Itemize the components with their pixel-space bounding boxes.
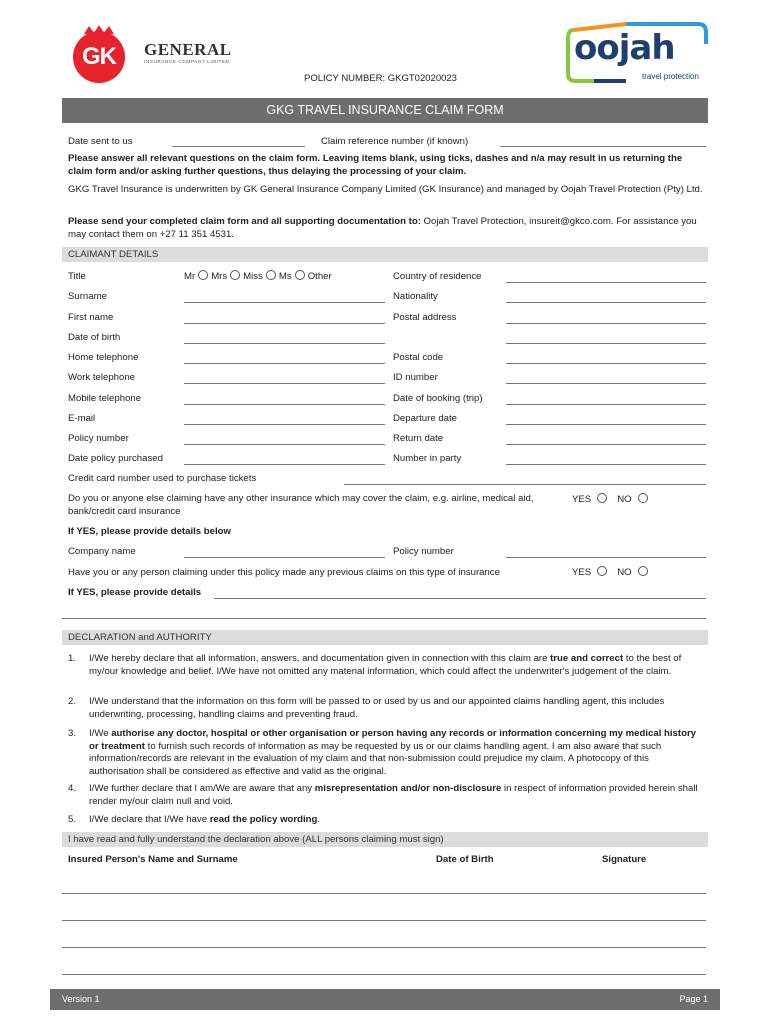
declaration-num-5: 5. <box>68 814 77 825</box>
title-option-other: Other <box>307 271 332 282</box>
other-insurance-yes-no <box>572 494 651 505</box>
dob-field[interactable] <box>184 343 385 344</box>
policy-number-label: Policy number <box>68 433 129 444</box>
email-field[interactable] <box>184 424 385 425</box>
work-tel-label: Work telephone <box>68 372 136 383</box>
previous-claims-yes-radio[interactable] <box>597 566 607 576</box>
intro-instructions: Please answer all relevant questions on the claim form. Leaving items blank, using ticks, dashes and n/a may result in us returning the claim form and/or asking further questions, thus delaying the processing of your claim. <box>68 153 683 177</box>
title-option-ms: Ms <box>278 271 292 282</box>
postal-address-field-1[interactable] <box>506 323 706 324</box>
previous-claims-details-field-1[interactable] <box>214 598 706 599</box>
declaration-num-4: 4. <box>68 783 77 794</box>
oojah-logo <box>566 20 712 84</box>
other-insurance-yes-radio[interactable] <box>597 493 607 503</box>
previous-claims-yes-no <box>572 567 651 578</box>
if-yes-details-below: If YES, please provide details below <box>68 526 231 537</box>
claim-ref-label: Claim reference number (if known) <box>321 136 469 147</box>
mobile-tel-field[interactable] <box>184 404 385 405</box>
send-instructions <box>68 216 704 241</box>
date-policy-purchased-label: Date policy purchased <box>68 453 163 464</box>
other-insurance-yes-label: YES <box>572 494 592 505</box>
declaration-num-2: 2. <box>68 696 77 707</box>
form-title <box>62 98 708 123</box>
company-name-field[interactable] <box>184 557 385 558</box>
previous-claims-no-label: NO <box>617 567 632 578</box>
signature-row-4[interactable] <box>62 974 706 975</box>
booking-date-label: Date of booking (trip) <box>393 393 483 404</box>
country-field[interactable] <box>506 282 706 283</box>
send-instructions-rest: Oojah Travel Protection, insureit@gkco.com. For assistance you may contact them on +27 11 351 4531. <box>68 216 697 240</box>
country-label: Country of residence <box>393 271 482 282</box>
page-footer <box>50 989 720 1010</box>
previous-claims-no-radio[interactable] <box>638 566 648 576</box>
oojah-logo-text: oojah <box>574 28 675 68</box>
declaration-run: . <box>317 814 321 825</box>
declaration-run: I/We hereby declare that all information, answers, and documentation given in connection with this claim are <box>89 653 551 664</box>
other-policy-number-field[interactable] <box>506 557 706 558</box>
postal-code-field[interactable] <box>506 363 706 364</box>
send-instructions-bold: Please send your completed claim form and all supporting documentation to: <box>68 216 421 227</box>
form-title-text: GKG TRAVEL INSURANCE CLAIM FORM <box>266 103 504 117</box>
declaration-run: in respect of information provided herein shall render my/our claim null and void. <box>89 783 698 807</box>
signature-row-3[interactable] <box>62 947 706 948</box>
home-tel-label: Home telephone <box>68 352 139 363</box>
col-signature-header: Signature <box>602 854 647 865</box>
nationality-field[interactable] <box>506 302 706 303</box>
declaration-item-1 <box>89 653 704 678</box>
declaration-run: I/We understand that the information on this form will be passed to or used by us and our appointed claims handling agent, this includes underwriting, processing, handling claims and preventing fraud. <box>89 696 665 720</box>
declaration-run: true and correct <box>550 653 624 664</box>
declaration-num-1: 1. <box>68 653 77 664</box>
declaration-run: authorise any doctor, hospital or other organisation or person having any records or information concerning my medical history or treatment <box>89 728 697 752</box>
number-in-party-field[interactable] <box>506 464 706 465</box>
declaration-run: I/We further declare that I am/We are aware that any <box>89 783 315 794</box>
other-insurance-question: Do you or anyone else claiming have any other insurance which may cover the claim, e.g. airline, medical aid, bank/credit card insurance <box>68 493 534 517</box>
date-sent-label: Date sent to us <box>68 136 133 147</box>
home-tel-field[interactable] <box>184 363 385 364</box>
return-date-field[interactable] <box>506 444 706 445</box>
title-options <box>184 271 332 282</box>
previous-claims-yes-label: YES <box>572 567 592 578</box>
radio-ms[interactable] <box>295 270 305 280</box>
date-sent-field[interactable] <box>172 146 305 147</box>
declaration-run: I/We declare that I/We have <box>89 814 210 825</box>
id-number-label: ID number <box>393 372 438 383</box>
policy-number-field[interactable] <box>184 444 385 445</box>
page-label: Page 1 <box>679 994 708 1004</box>
postal-code-label: Postal code <box>393 352 444 363</box>
declaration-run: to furnish such records of information as may be requested by us or our claims handling agent. I am also aware that such information/records are relevant in the evaluation of my claim and that non-submission could prejudice my claim. A photocopy of this authorisation shall be considered as effective and valid as the original. <box>89 740 662 777</box>
gk-brand-sub: INSURANCE COMPANY LIMITED <box>144 59 230 64</box>
declaration-run: misrepresentation and/or non-disclosure <box>314 783 502 794</box>
signature-row-1[interactable] <box>62 893 706 894</box>
radio-mr[interactable] <box>198 270 208 280</box>
postal-address-field-2[interactable] <box>506 343 706 344</box>
gk-logo <box>62 22 238 84</box>
radio-miss[interactable] <box>266 270 276 280</box>
first-name-field[interactable] <box>184 323 385 324</box>
other-policy-number-label: Policy number <box>393 546 454 557</box>
declaration-run: I/We <box>89 728 112 739</box>
col-name-header: Insured Person's Name and Surname <box>68 854 238 865</box>
surname-label: Surname <box>68 291 107 302</box>
declaration-item-4 <box>89 783 704 808</box>
understand-declaration-bar: I have read and fully understand the declaration above (ALL persons claiming must sign) <box>62 832 708 847</box>
declaration-item-3 <box>89 728 704 778</box>
company-name-label: Company name <box>68 546 136 557</box>
nationality-label: Nationality <box>393 291 438 302</box>
policy-number: POLICY NUMBER: GKGT02020023 <box>304 73 457 84</box>
title-option-mr: Mr <box>184 271 196 282</box>
credit-card-field[interactable] <box>344 484 706 485</box>
declaration-run: read the policy wording <box>209 814 318 825</box>
other-insurance-no-radio[interactable] <box>638 493 648 503</box>
claim-ref-field[interactable] <box>500 146 706 147</box>
email-label: E-mail <box>68 413 96 424</box>
oojah-tagline: travel protection <box>642 72 699 81</box>
date-policy-purchased-field[interactable] <box>184 464 385 465</box>
mobile-tel-label: Mobile telephone <box>68 393 142 404</box>
gk-brand-name: GENERAL <box>144 40 232 59</box>
dob-label: Date of birth <box>68 332 121 343</box>
work-tel-field[interactable] <box>184 383 385 384</box>
declaration-run: to the best of my/our knowledge and belief. I/We have not omitted any material information, which could affect the underwriter's judgement of the claim. <box>89 653 682 677</box>
return-date-label: Return date <box>393 433 444 444</box>
departure-date-field[interactable] <box>506 424 706 425</box>
col-dob-header: Date of Birth <box>436 854 494 865</box>
declaration-num-3: 3. <box>68 728 77 739</box>
declaration-item-2 <box>89 696 704 721</box>
claimant-section-header: CLAIMANT DETAILS <box>62 247 708 262</box>
credit-card-label: Credit card number used to purchase tickets <box>68 473 257 484</box>
previous-claims-question: Have you or any person claiming under this policy made any previous claims on this type of insurance <box>68 567 500 578</box>
version-label: Version 1 <box>62 994 100 1004</box>
title-option-miss: Miss <box>243 271 263 282</box>
first-name-label: First name <box>68 312 114 323</box>
surname-field[interactable] <box>184 302 385 303</box>
signature-row-2[interactable] <box>62 920 706 921</box>
booking-date-field[interactable] <box>506 404 706 405</box>
radio-mrs[interactable] <box>230 270 240 280</box>
if-yes-details: If YES, please provide details <box>68 587 202 598</box>
postal-address-label: Postal address <box>393 312 457 323</box>
id-number-field[interactable] <box>506 383 706 384</box>
previous-claims-details-field-2[interactable] <box>62 618 706 619</box>
gk-logo-text: GK <box>82 43 116 70</box>
title-option-mrs: Mrs <box>211 271 228 282</box>
other-insurance-no-label: NO <box>617 494 632 505</box>
underwritten-note: GKG Travel Insurance is underwritten by GK General Insurance Company Limited (GK Insurance) and managed by Oojah Travel Protection (Pty) Ltd. <box>68 184 703 195</box>
declaration-item-5 <box>89 814 704 827</box>
departure-date-label: Departure date <box>393 413 457 424</box>
title-label: Title <box>68 271 86 282</box>
declaration-section-header: DECLARATION and AUTHORITY <box>62 630 708 645</box>
number-in-party-label: Number in party <box>393 453 462 464</box>
